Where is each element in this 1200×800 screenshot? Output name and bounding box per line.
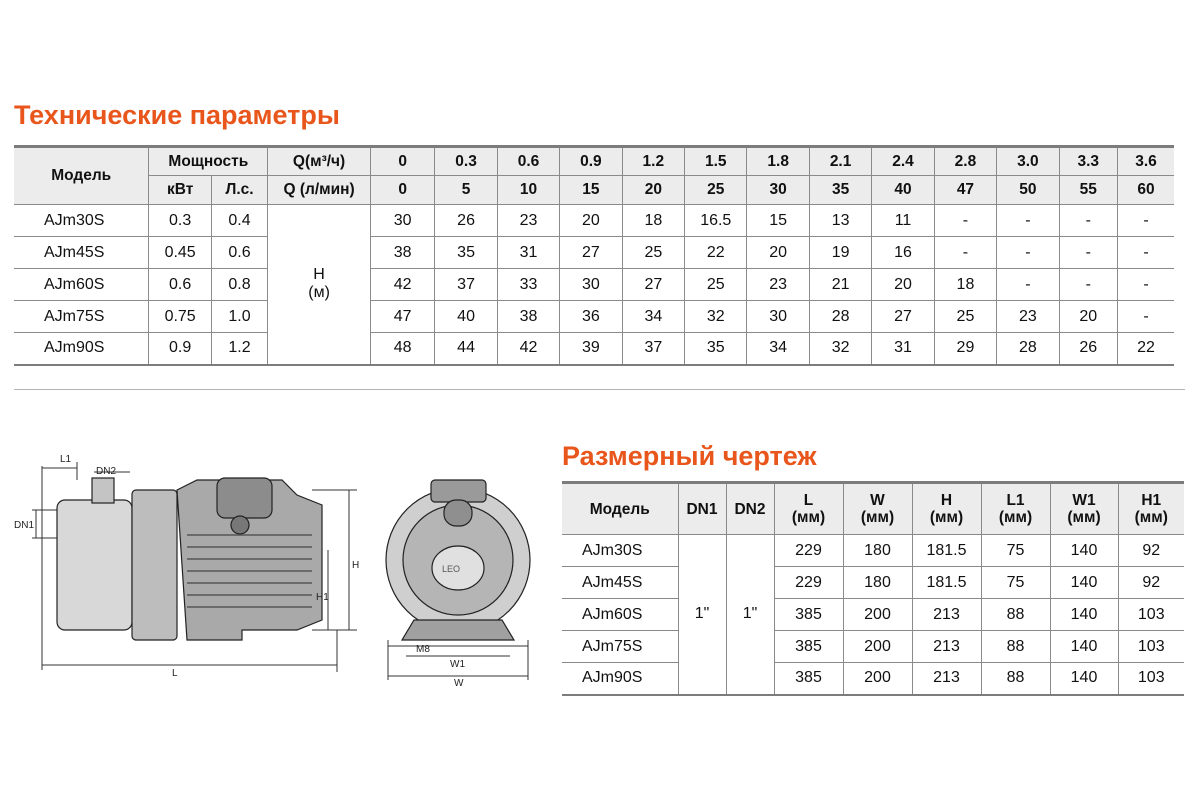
head-value: 31 <box>872 333 934 365</box>
dim-value: 213 <box>912 631 981 663</box>
head-value: 20 <box>747 237 809 269</box>
head-value: 23 <box>997 301 1059 333</box>
q-m3-header: Q(м³/ч) <box>268 147 371 176</box>
label-l: L <box>172 668 178 679</box>
q-lmin-value: 35 <box>809 176 871 205</box>
q-m3-value: 2.8 <box>934 147 996 176</box>
q-lmin-value: 30 <box>747 176 809 205</box>
head-value: 20 <box>872 269 934 301</box>
q-lmin-value: 40 <box>872 176 934 205</box>
q-m3-value: 2.1 <box>809 147 871 176</box>
dim-value: 140 <box>1050 535 1118 567</box>
head-value: 28 <box>809 301 871 333</box>
dim-value: 229 <box>774 535 843 567</box>
q-m3-value: 1.5 <box>685 147 747 176</box>
head-unit: (м) <box>308 284 330 302</box>
head-value: - <box>1117 269 1174 301</box>
dim-value: 103 <box>1118 663 1184 695</box>
tech-header-row-1 <box>14 147 1174 176</box>
head-value: - <box>997 205 1059 237</box>
head-value: 37 <box>622 333 684 365</box>
head-value: 18 <box>622 205 684 237</box>
label-dn1: DN1 <box>14 520 35 531</box>
label-h1: H1 <box>316 592 329 603</box>
head-value: 35 <box>685 333 747 365</box>
head-value: 25 <box>934 301 996 333</box>
dim-value: 140 <box>1050 631 1118 663</box>
dim-value: 75 <box>981 567 1050 599</box>
dn1-header: DN1 <box>678 483 726 535</box>
model-name: AJm30S <box>14 205 149 237</box>
model-name: AJm75S <box>14 301 149 333</box>
brand-logo: LEO <box>442 564 461 574</box>
head-value: 33 <box>497 269 559 301</box>
hp-header: Л.с. <box>211 176 267 205</box>
table-row <box>562 567 1184 599</box>
q-m3-value: 0.6 <box>497 147 559 176</box>
power-kw: 0.9 <box>149 333 211 365</box>
head-value: 16 <box>872 237 934 269</box>
dim-header-w1: W1 (мм) <box>1050 483 1118 535</box>
table-row <box>562 535 1184 567</box>
pump-front-view-drawing <box>376 470 546 690</box>
head-value: 15 <box>747 205 809 237</box>
q-lmin-value: 25 <box>685 176 747 205</box>
q-m3-value: 1.8 <box>747 147 809 176</box>
q-m3-value: 3.6 <box>1117 147 1174 176</box>
head-value: 26 <box>435 205 497 237</box>
head-value: - <box>1059 237 1117 269</box>
dim-value: 88 <box>981 599 1050 631</box>
table-row <box>562 663 1184 695</box>
q-m3-value: 3.0 <box>997 147 1059 176</box>
dim-value: 180 <box>843 535 912 567</box>
power-header: Мощность <box>149 147 268 176</box>
head-value: - <box>997 237 1059 269</box>
head-value: 27 <box>560 237 622 269</box>
head-value: 11 <box>872 205 934 237</box>
head-value: 20 <box>1059 301 1117 333</box>
model-name: AJm45S <box>562 567 678 599</box>
kw-header: кВт <box>149 176 211 205</box>
head-value: 30 <box>747 301 809 333</box>
dim-header-l: L (мм) <box>774 483 843 535</box>
table-row <box>14 205 1174 237</box>
head-value: 27 <box>872 301 934 333</box>
label-w: W <box>454 678 464 689</box>
head-value: 23 <box>747 269 809 301</box>
model-name: AJm60S <box>14 269 149 301</box>
model-name: AJm90S <box>562 663 678 695</box>
head-value: 38 <box>497 301 559 333</box>
head-value: 34 <box>747 333 809 365</box>
tech-params-table <box>14 145 1174 366</box>
model-name: AJm30S <box>562 535 678 567</box>
dim-value: 181.5 <box>912 535 981 567</box>
dims-header-row <box>562 483 1184 535</box>
power-kw: 0.6 <box>149 269 211 301</box>
head-value: 30 <box>560 269 622 301</box>
dn2-header: DN2 <box>726 483 774 535</box>
head-label: H <box>313 266 325 284</box>
q-lmin-value: 20 <box>622 176 684 205</box>
q-lmin-value: 47 <box>934 176 996 205</box>
dim-value: 229 <box>774 567 843 599</box>
dn1-value: 1" <box>678 535 726 695</box>
head-value: 19 <box>809 237 871 269</box>
head-value: 27 <box>622 269 684 301</box>
head-value: 13 <box>809 205 871 237</box>
table-row <box>562 599 1184 631</box>
head-value: - <box>997 269 1059 301</box>
q-lmin-value: 5 <box>435 176 497 205</box>
head-value: 42 <box>370 269 434 301</box>
table-row <box>14 237 1174 269</box>
head-value: 37 <box>435 269 497 301</box>
dim-value: 88 <box>981 663 1050 695</box>
dim-value: 140 <box>1050 663 1118 695</box>
head-value: 28 <box>997 333 1059 365</box>
model-name: AJm60S <box>562 599 678 631</box>
power-kw: 0.3 <box>149 205 211 237</box>
head-value: 23 <box>497 205 559 237</box>
head-value: 38 <box>370 237 434 269</box>
dim-value: 200 <box>843 599 912 631</box>
head-value: 35 <box>435 237 497 269</box>
q-lmin-value: 60 <box>1117 176 1174 205</box>
power-kw: 0.45 <box>149 237 211 269</box>
q-lmin-value: 15 <box>560 176 622 205</box>
head-value: 42 <box>497 333 559 365</box>
head-value: - <box>1059 205 1117 237</box>
dim-header-h1: H1 (мм) <box>1118 483 1184 535</box>
head-value: - <box>1059 269 1117 301</box>
q-lmin-value: 55 <box>1059 176 1117 205</box>
label-h: H <box>352 560 360 571</box>
tech-params-title: Технические параметры <box>14 100 340 130</box>
q-lmin-value: 0 <box>370 176 434 205</box>
head-value: 39 <box>560 333 622 365</box>
dim-value: 75 <box>981 535 1050 567</box>
power-hp: 0.6 <box>211 237 267 269</box>
head-value: 40 <box>435 301 497 333</box>
dim-header-l1: L1 (мм) <box>981 483 1050 535</box>
head-value: 32 <box>685 301 747 333</box>
dim-value: 88 <box>981 631 1050 663</box>
head-value: 21 <box>809 269 871 301</box>
label-m8: M8 <box>416 644 430 655</box>
power-hp: 0.8 <box>211 269 267 301</box>
model-header: Модель <box>14 147 149 205</box>
dim-value: 140 <box>1050 567 1118 599</box>
q-m3-value: 0.9 <box>560 147 622 176</box>
head-value: 20 <box>560 205 622 237</box>
head-value: 22 <box>1117 333 1174 365</box>
q-lmin-header: Q (л/мин) <box>268 176 371 205</box>
dim-value: 213 <box>912 663 981 695</box>
table-row <box>14 333 1174 365</box>
head-value: - <box>1117 205 1174 237</box>
label-w1: W1 <box>450 659 465 670</box>
label-l1: L1 <box>60 454 72 465</box>
head-value: 18 <box>934 269 996 301</box>
head-value: 26 <box>1059 333 1117 365</box>
pump-side-view-drawing <box>12 450 362 690</box>
section-divider <box>14 389 1185 390</box>
head-value: 36 <box>560 301 622 333</box>
dim-value: 213 <box>912 599 981 631</box>
power-hp: 1.2 <box>211 333 267 365</box>
dimension-drawing-title: Размерный чертеж <box>562 441 817 471</box>
dim-header-h: H (мм) <box>912 483 981 535</box>
head-value: 34 <box>622 301 684 333</box>
q-m3-value: 2.4 <box>872 147 934 176</box>
q-m3-value: 0 <box>370 147 434 176</box>
dim-value: 103 <box>1118 599 1184 631</box>
q-lmin-value: 50 <box>997 176 1059 205</box>
dim-value: 200 <box>843 631 912 663</box>
model-header: Модель <box>562 483 678 535</box>
model-name: AJm90S <box>14 333 149 365</box>
head-value: 47 <box>370 301 434 333</box>
head-value: - <box>934 237 996 269</box>
head-value: 29 <box>934 333 996 365</box>
table-row <box>562 631 1184 663</box>
dn2-value: 1" <box>726 535 774 695</box>
q-m3-value: 0.3 <box>435 147 497 176</box>
dim-value: 103 <box>1118 631 1184 663</box>
head-value: 32 <box>809 333 871 365</box>
power-hp: 0.4 <box>211 205 267 237</box>
dim-value: 92 <box>1118 535 1184 567</box>
dim-value: 385 <box>774 663 843 695</box>
model-name: AJm75S <box>562 631 678 663</box>
dim-value: 200 <box>843 663 912 695</box>
head-value: 25 <box>685 269 747 301</box>
dim-value: 385 <box>774 631 843 663</box>
power-hp: 1.0 <box>211 301 267 333</box>
tech-header-row-2 <box>14 176 1174 205</box>
dim-value: 140 <box>1050 599 1118 631</box>
q-lmin-value: 10 <box>497 176 559 205</box>
table-row <box>14 269 1174 301</box>
head-value: - <box>1117 237 1174 269</box>
head-value: 31 <box>497 237 559 269</box>
head-value: - <box>934 205 996 237</box>
head-value: 22 <box>685 237 747 269</box>
head-value: 48 <box>370 333 434 365</box>
q-m3-value: 3.3 <box>1059 147 1117 176</box>
dim-value: 181.5 <box>912 567 981 599</box>
table-row <box>14 301 1174 333</box>
label-dn2: DN2 <box>96 466 117 477</box>
head-value: 25 <box>622 237 684 269</box>
power-kw: 0.75 <box>149 301 211 333</box>
dim-value: 385 <box>774 599 843 631</box>
dim-header-w: W (мм) <box>843 483 912 535</box>
dim-value: 92 <box>1118 567 1184 599</box>
model-name: AJm45S <box>14 237 149 269</box>
head-value: 30 <box>370 205 434 237</box>
dim-value: 180 <box>843 567 912 599</box>
q-m3-value: 1.2 <box>622 147 684 176</box>
dimensions-table <box>562 481 1184 696</box>
head-label-cell <box>268 205 371 365</box>
head-value: 44 <box>435 333 497 365</box>
head-value: - <box>1117 301 1174 333</box>
head-value: 16.5 <box>685 205 747 237</box>
